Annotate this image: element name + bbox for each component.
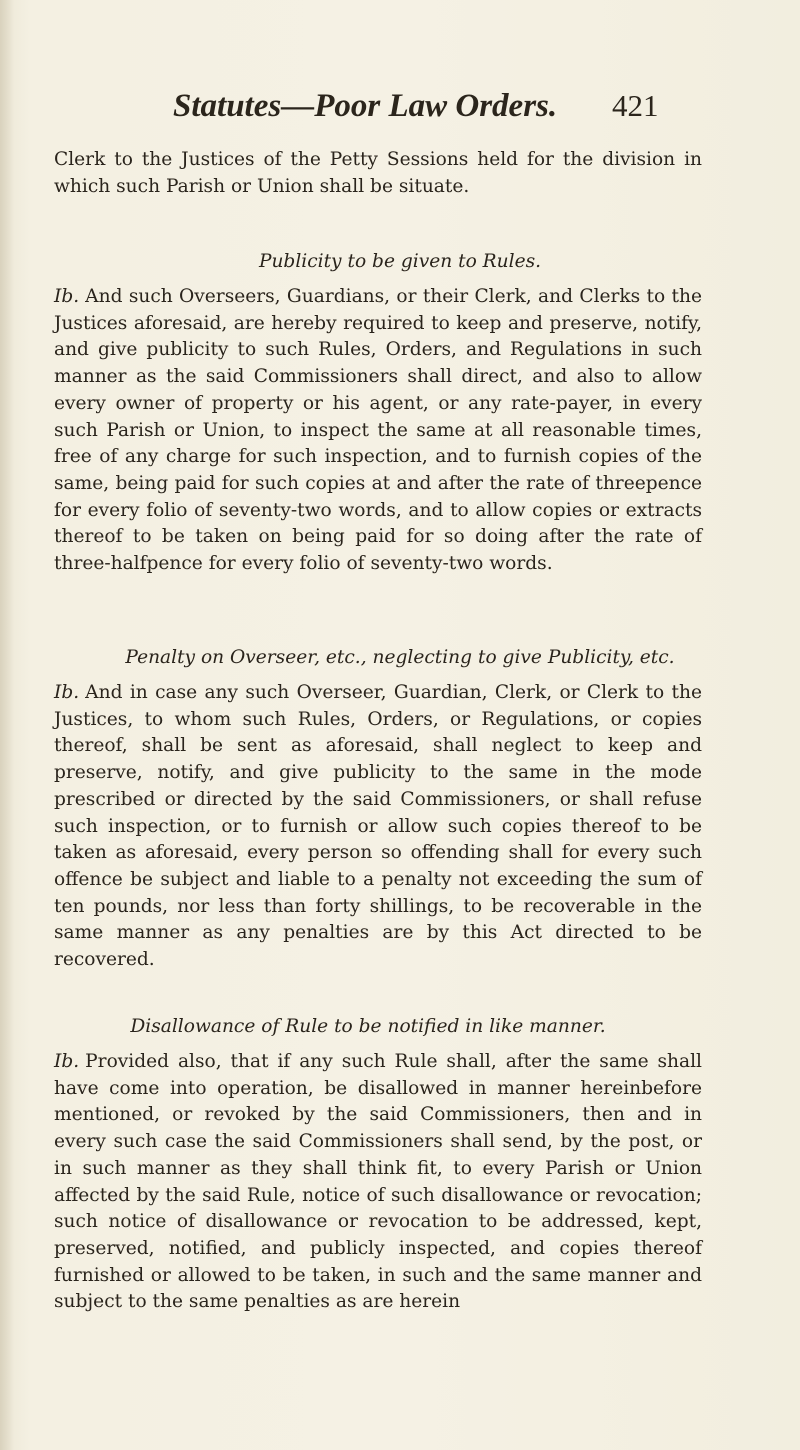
- paragraph-text: Provided also, that if any such Rule shall, after the same shall have come into operation, be disallowed in manner hereinbefore mentioned, or revoked by the said Commissioners, then and in every such case the said Commissioners shall send, by the post, or in such manner as they shall think fit, to every Parish or Union affected by the said Rule, notice of such disallowance or revocation; such notice of disallowance or revocation to be addressed, kept, preserved, notified, and publicly inspected, and copies thereof furnished or allowed to be taken, in such and the same manner and subject to the same penalties as are herein: [54, 1051, 702, 1313]
- ibid-marker: Ib.: [54, 1051, 80, 1072]
- section-heading-publicity: Publicity to be given to Rules.: [258, 251, 542, 272]
- paragraph-text: Clerk to the Justices of the Petty Sessions held for the division in which such Parish or Union shall be situate.: [54, 149, 702, 197]
- paragraph-body: [54, 284, 702, 578]
- paragraph-penalty: [54, 680, 702, 974]
- paragraph-continuation: [54, 147, 702, 200]
- paragraph-body: [54, 1049, 702, 1316]
- paragraph-text: And in case any such Overseer, Guardian, Clerk, or Clerk to the Justices, to whom such Rules, Orders, or Regulations, or copies thereof, shall be sent as aforesaid, shall neglect to keep and preserve, notify, and give publicity to the same in the mode prescribed or directed by the said Commissioners, or shall refuse such inspection, or to furnish or allow such copies thereof to be taken as aforesaid, every person so offending shall for every such offence be subject and liable to a penalty not exceeding the sum of ten pounds, nor less than forty shillings, to be recoverable in the same manner as any penalties are by this Act directed to be recovered.: [54, 682, 702, 971]
- page-gutter-shadow: [0, 0, 14, 1450]
- paragraph-disallowance: [54, 1049, 702, 1316]
- paragraph-text: And such Overseers, Guardians, or their Clerk, and Clerks to the Justices aforesaid, are hereby required to keep and preserve, notify, and give publicity to such Rules, Orders, and Regulations in such manner as the said Commissioners shall direct, and also to allow every owner of property or his agent, or any rate-payer, in every such Parish or Union, to inspect the same at all reasonable times, free of any charge for such inspection, and to furnish copies of the same, being paid for such copies at and after the rate of threepence for every folio of seventy-two words, and to allow copies or extracts thereof to be taken on being paid for so doing after the rate of three-halfpence for every folio of seventy-two words.: [54, 286, 702, 575]
- running-head: Statutes—Poor Law Orders.: [173, 88, 558, 124]
- paragraph-publicity: [54, 284, 702, 578]
- ibid-marker: Ib.: [54, 286, 80, 307]
- ibid-marker: Ib.: [54, 682, 80, 703]
- section-heading-penalty: Penalty on Overseer, etc., neglecting to give Publicity, etc.: [125, 647, 675, 668]
- section-heading-disallowance: Disallowance of Rule to be notified in like manner.: [130, 1016, 606, 1037]
- page-header: [0, 88, 800, 128]
- paragraph-body: [54, 680, 702, 974]
- page-number: 421: [612, 88, 659, 123]
